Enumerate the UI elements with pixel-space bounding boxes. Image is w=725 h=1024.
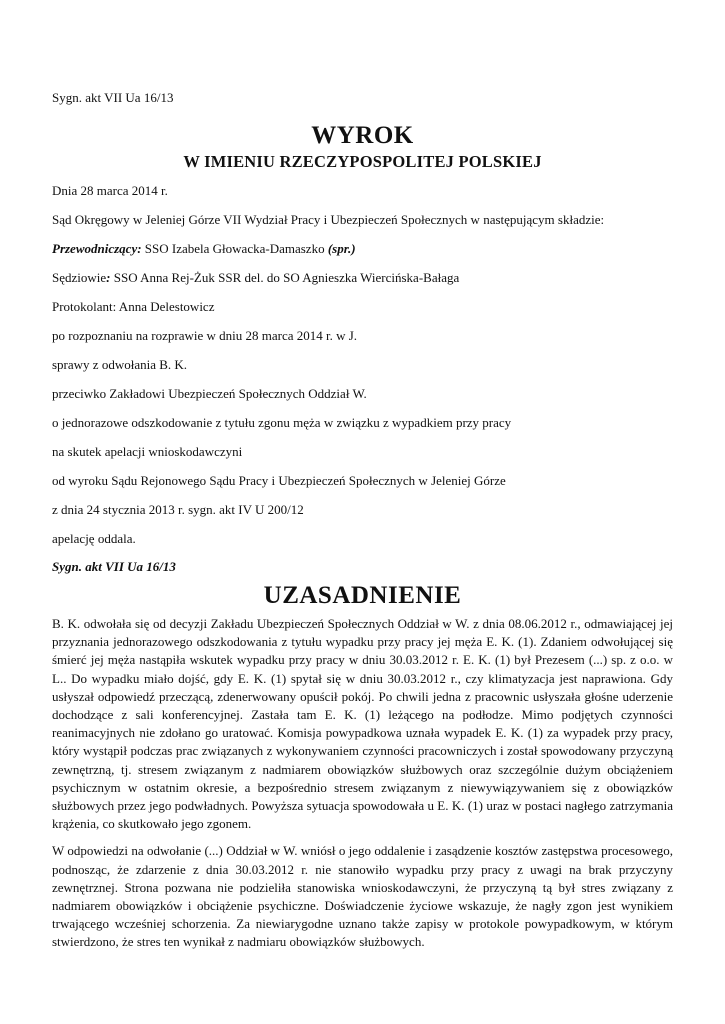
court-composition: Sąd Okręgowy w Jeleniej Górze VII Wydział Pracy i Ubezpieczeń Społecznych w następującym składzie: (52, 212, 605, 227)
judgment-title: WYROK (311, 122, 414, 149)
case-signature: Sygn. akt VII Ua 16/13 (52, 90, 174, 105)
presiding-judge (52, 240, 673, 258)
justification-title: UZASADNIENIE (263, 582, 462, 609)
case-of: sprawy z odwołania B. K. (52, 357, 188, 372)
against-party: przeciwko Zakładowi Ubezpieczeń Społecznych Oddział W. (52, 386, 367, 401)
judges (52, 269, 673, 287)
justification-paragraph: B. K. odwołała się od decyzji Zakładu Ubezpieczeń Społecznych Oddział w W. z dnia 08.06.2012 r., odmawiającej jej przyznania jednorazowego odszkodowania z tytułu wypadku przy pracy jej męża E. K. (1). Zdaniem odwołującej się śmierć jej męża nastąpiła wskutek wypadku przy pracy w dniu 30.03.2012 r. E. K. (1) był Prezesem (...) sp. z o.o. w L.. Do wypadku miało dojść, gdy E. K. (1) spytał się w dniu 30.03.2012 r., czy klimatyzacja jest naprawiona. Gdy usłyszał odpowiedź przeczącą, zdenerwowany opuścił pokój. Po chwili jedna z pracownic usłyszała głośne uderzenie dochodzące z sali konferencyjnej. Zastała tam E. K. (1) leżącego na podłodze. Mimo podjętych czynności reanimacyjnych nie zdołano go uratować. Komisja powypadkowa uznała wypadek E. K. (1) za wypadek przy pracy, który wystąpił podczas prac związanych z wykonywaniem czynności pracowniczych i został spowodowany przyczyną zewnętrzną, tj. stresem związanym z nadmiarem obowiązków służbowych oraz szczególnie dużym obciążeniem psychicznym w ostatnim okresie, a bezpośrednio stresem związanym z niewywiązywaniem się z obowiązków służbowych przez jego podwładnych. Powyższa sytuacja spowodowała u E. K. (1) uraz w postaci nagłego zatrzymania krążenia, co skutkowało jego zgonem. (52, 616, 673, 832)
judgment-subtitle: W IMIENIU RZECZYPOSPOLITEJ POLSKIEJ (183, 152, 542, 171)
presiding-name: SSO Izabela Głowacka-Damaszko (144, 241, 325, 256)
judges-value: SSO Anna Rej-Żuk SSR del. do SO Agnieszka Wiercińska-Bałaga (110, 270, 460, 285)
lower-court-date: z dnia 24 stycznia 2013 r. sygn. akt IV U 200/12 (52, 502, 304, 517)
lower-court-judgment: od wyroku Sądu Rejonowego Sądu Pracy i Ubezpieczeń Społecznych w Jeleniej Górze (52, 473, 506, 488)
appeal-info: na skutek apelacji wnioskodawczyni (52, 444, 243, 459)
ruling: apelację oddala. (52, 531, 136, 546)
judges-colon: : (106, 270, 111, 285)
clerk: Protokolant: Anna Delestowicz (52, 299, 215, 314)
case-subject: o jednorazowe odszkodowanie z tytułu zgonu męża w związku z wypadkiem przy pracy (52, 415, 512, 430)
justification-paragraph: W odpowiedzi na odwołanie (...) Oddział w W. wniósł o jego oddalenie i zasądzenie kosztów zastępstwa procesowego, podnosząc, że zdarzenie z dnia 30.03.2012 r. nie stanowiło wypadku przy pracy z uwagi na brak przyczyny zewnętrznej. Strona pozwana nie podzieliła stanowiska wnioskodawczyni, że przyczyną tą był stres związany z nadmiarem obowiązków i obciążenie psychiczne. Doświadczenie życiowe wskazuje, że nagły zgon jest wynikiem trwającego wcześniej schorzenia. Za niewiarygodne uznano także zapisy w protokole powypadkowym, w którym stwierdzono, że stres ten wynikał z nadmiaru obowiązków służbowych. (52, 843, 673, 950)
judges-label: Sędziowie (52, 270, 107, 285)
presiding-label: Przewodniczący: (52, 241, 142, 256)
presiding-note: (spr.) (327, 241, 356, 256)
hearing-info: po rozpoznaniu na rozprawie w dniu 28 marca 2014 r. w J. (52, 328, 358, 343)
justification-signature: Sygn. akt VII Ua 16/13 (52, 559, 176, 574)
judgment-date: Dnia 28 marca 2014 r. (52, 183, 168, 198)
